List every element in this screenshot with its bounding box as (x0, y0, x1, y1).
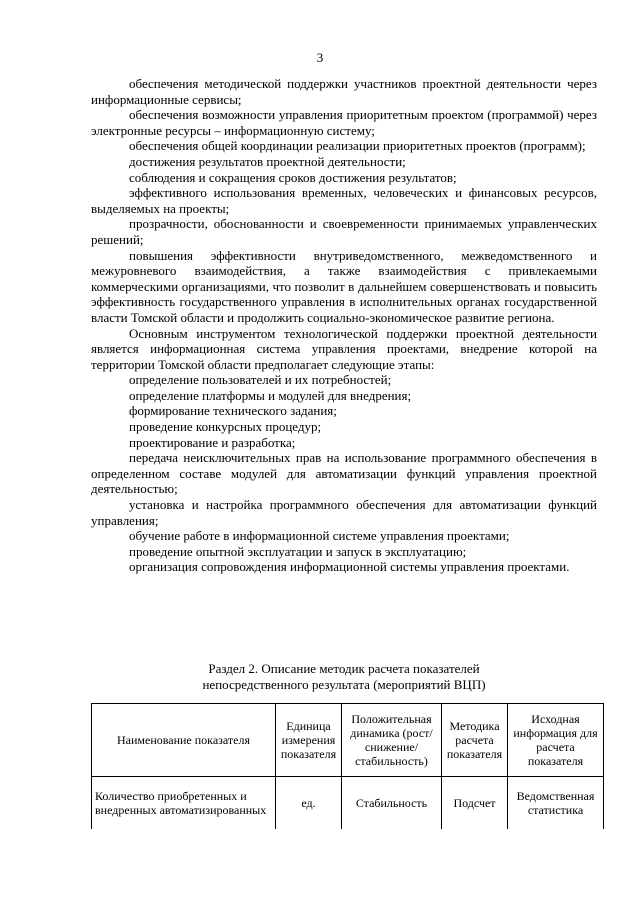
paragraph: обеспечения возможности управления приоритетным проектом (программой) через электронные ресурсы – информационную систему; (91, 107, 597, 138)
paragraph: определение пользователей и их потребностей; (129, 372, 392, 388)
paragraph: установка и настройка программного обеспечения для автоматизации функций управления; (91, 497, 597, 528)
paragraph: формирование технического задания; (129, 403, 337, 419)
paragraph: повышения эффективности внутриведомственного, межведомственного и межуровневого взаимодействия, а также взаимодействия с привлекаемыми коммерческими организациями, что позволит в дальнейшем совершенствовать и повысить эффективность государственного управления в исполнительных органах государственной власти Томской области и продолжить социально-экономическое развитие региона. (91, 247, 597, 325)
table-header-cell: Наименование показателя (92, 704, 276, 777)
table-cell: ед. (276, 777, 342, 830)
table-header-row (92, 704, 604, 777)
paragraph: прозрачности, обоснованности и своевременности принимаемых управленческих решений; (91, 216, 597, 247)
paragraph: передача неисключительных прав на использование программного обеспечения в определенном составе модулей для автоматизации функций управления проектной деятельностью; (91, 450, 597, 497)
paragraph: эффективного использования временных, человеческих и финансовых ресурсов, выделяемых на проекты; (91, 185, 597, 216)
paragraph: соблюдения и сокращения сроков достижения результатов; (129, 169, 457, 185)
document-body (91, 76, 597, 575)
paragraph: проведение конкурсных процедур; (129, 419, 322, 435)
table-cell: Количество приобретенных и внедренных автоматизированных (92, 777, 276, 830)
section-title-line: непосредственного результата (мероприятий ВЦП) (202, 677, 486, 692)
page-number: 3 (316, 50, 324, 65)
table-header-cell: Единица измерения показателя (276, 704, 342, 777)
paragraph: организация сопровождения информационной системы управления проектами. (129, 559, 570, 575)
paragraph: проведение опытной эксплуатации и запуск в эксплуатацию; (129, 543, 467, 559)
table-row (92, 777, 604, 830)
paragraph: обучение работе в информационной системе управления проектами; (129, 528, 510, 544)
indicators-table (91, 703, 604, 829)
table-cell: Ведомственная статистика (508, 777, 604, 830)
table-header-cell: Положительная динамика (рост/снижение/стабильность) (342, 704, 442, 777)
paragraph: достижения результатов проектной деятельности; (129, 153, 406, 169)
table-cell: Стабильность (342, 777, 442, 830)
paragraph: проектирование и разработка; (129, 434, 296, 450)
table-cell: Подсчет (442, 777, 508, 830)
table-header-cell: Исходная информация для расчета показателя (508, 704, 604, 777)
section-title-line: Раздел 2. Описание методик расчета показателей (208, 661, 480, 676)
paragraph: определение платформы и модулей для внедрения; (129, 387, 412, 403)
section-title (91, 661, 597, 693)
table-header-cell: Методика расчета показателя (442, 704, 508, 777)
paragraph: обеспечения общей координации реализации приоритетных проектов (программ); (129, 138, 586, 154)
paragraph: Основным инструментом технологической поддержки проектной деятельности является информационная система управления проектами, внедрение которой на территории Томской области предполагает следующие этапы: (91, 325, 597, 372)
paragraph: обеспечения методической поддержки участников проектной деятельности через информационные сервисы; (91, 76, 597, 107)
